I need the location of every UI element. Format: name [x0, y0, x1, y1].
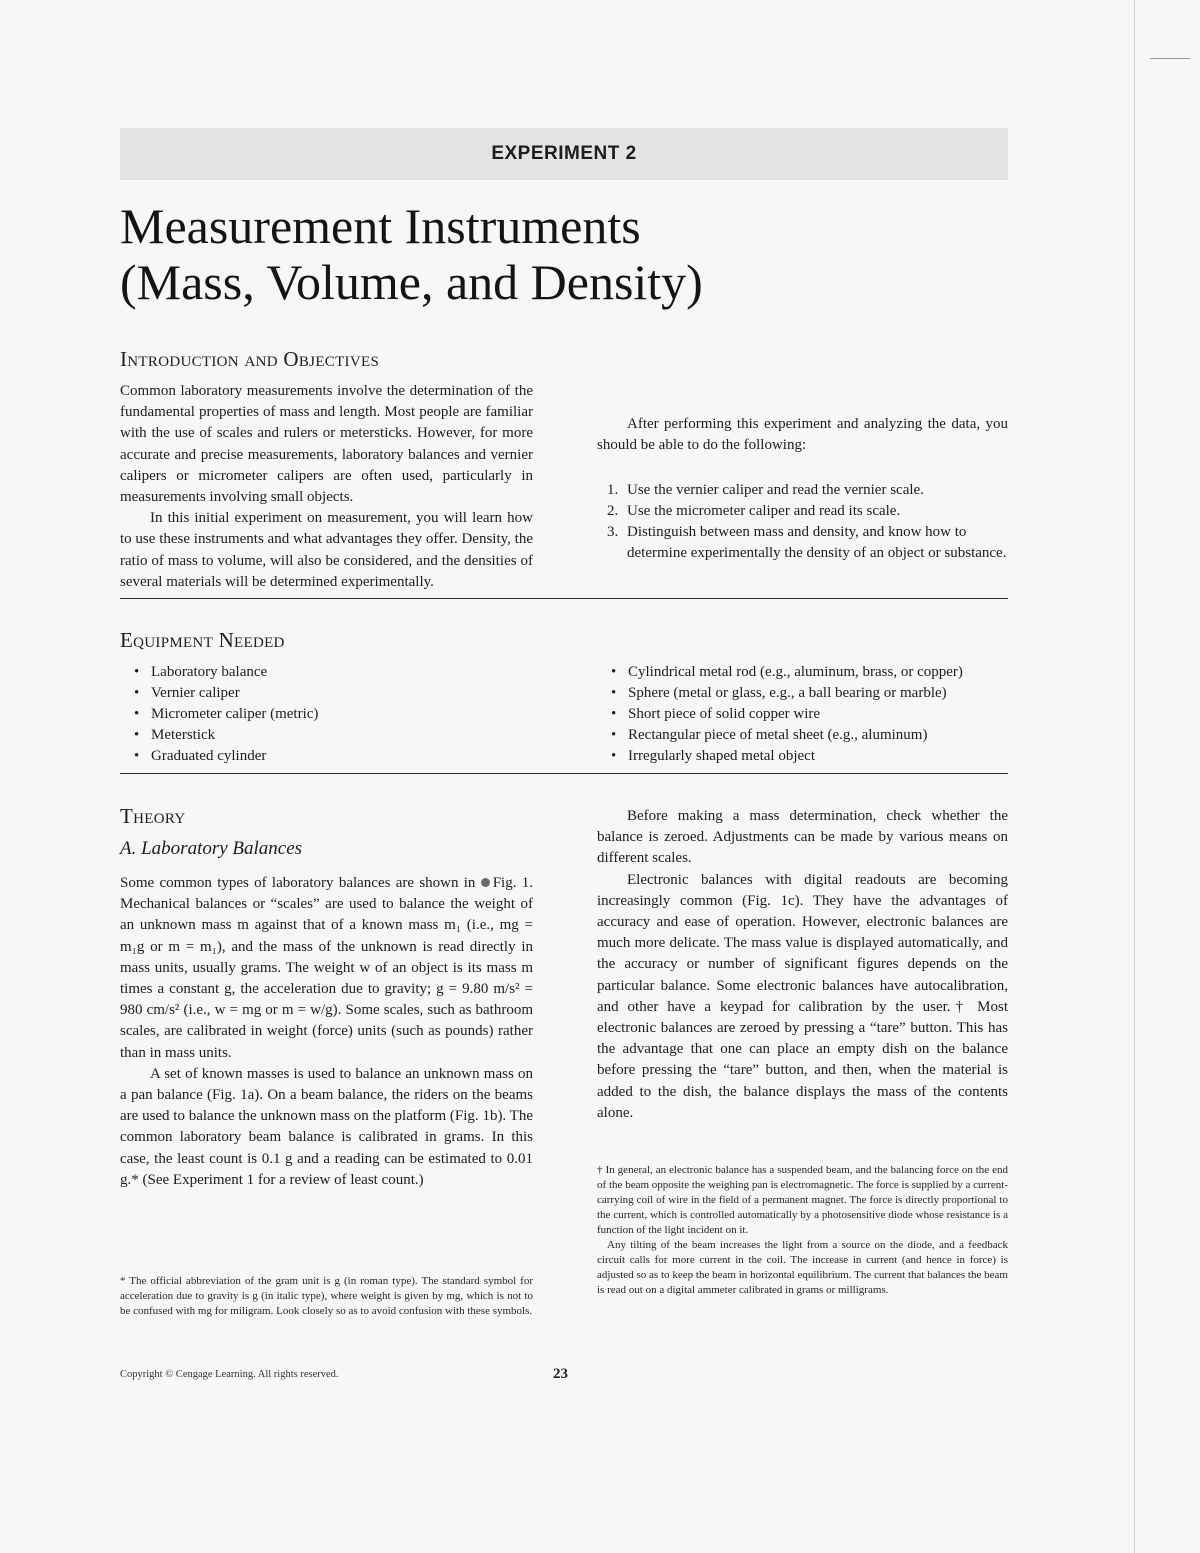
equipment-item: • Meterstick	[134, 727, 216, 743]
intro-paragraph-2: In this initial experiment on measurement, you will learn how to use these instruments and what advantages they offer. Density, the ratio of mass to volume, will also be considered, and the densities of several materials will be determined experimentally.	[120, 510, 533, 590]
intro-paragraph-3: After performing this experiment and analyzing the data, you should be able to do the following:	[597, 416, 1008, 454]
page-number: 23	[553, 1366, 568, 1382]
equipment-item: • Vernier caliper	[134, 685, 240, 701]
footnote-dagger	[597, 1163, 1008, 1298]
footnote-dagger-paragraph-1: † In general, an electronic balance has a suspended beam, and the balancing force on the end of the beam opposite the weighing pan is electromagnetic. The force is supplied by a current-carrying coil of wire in the field of a permanent magnet. The force is directly proportional to the current, which is controlled automatically by a photosensitive diode whose resistance is a function of the light incident on it.	[597, 1164, 1008, 1236]
footnote-dagger-paragraph-2: Any tilting of the beam increases the light from a source on the diode, and a feedback circuit calls for more current in the coil. The increase in current (and hence in force) is adjusted so as to keep the beam in horizontal equilibrium. The current that balances the beam is read out on a digital ammeter calibrated in grams or milligrams.	[597, 1239, 1008, 1296]
theory-heading: Theory	[120, 804, 186, 828]
theory-paragraph-4: Electronic balances with digital readouts are becoming increasingly common (Fig. 1c). They have the advantages of accuracy and ease of operation. However, electronic balances are much more delicate. The mass value is displayed automatically, and the accuracy or number of significant figures depends on the particular balance. Some electronic balances have autocalibration, and other have a keypad for calibration by the user.† Most electronic balances are zeroed by pressing a “tare” button. This has the advantage that one can place an empty dish on the balance before pressing the “tare” button, and then, when the material is added to the dish, the balance displays the mass of the contents alone.	[597, 871, 1008, 1121]
equipment-item: • Laboratory balance	[134, 664, 268, 680]
theory-left-column	[120, 873, 533, 1191]
theory-paragraph-1: Some common types of laboratory balances are shown in Fig. 1. Mechanical balances or “scales” are used to balance the weight of an unknown mass m against that of a known mass m₁ (i.e., mg = m₁g or m = m₁), and the mass of the unknown is read directly in mass units, usually grams. The weight w of an object is its mass m times a constant g, the acceleration due to gravity; g = 9.80 m/s² = 980 cm/s² (i.e., w = mg or m = w/g). Some scales, such as bathroom scales, are calibrated in weight (force) units (such as pounds) rather than in mass units.	[120, 875, 534, 1061]
equipment-item: • Cylindrical metal rod (e.g., aluminum, brass, or copper)	[611, 664, 963, 680]
equipment-item: • Graduated cylinder	[134, 748, 267, 764]
intro-left-column	[120, 381, 533, 593]
equipment-item: • Sphere (metal or glass, e.g., a ball bearing or marble)	[611, 685, 947, 701]
section-divider	[120, 773, 1008, 774]
equipment-item: • Micrometer caliper (metric)	[134, 706, 319, 722]
equipment-item: • Irregularly shaped metal object	[611, 748, 816, 764]
intro-heading: Introduction and Objectives	[120, 347, 380, 371]
title-line-2: (Mass, Volume, and Density)	[120, 254, 703, 310]
experiment-banner: EXPERIMENT 2	[120, 128, 1008, 180]
objective-item: 1. Use the vernier caliper and read the vernier scale.	[607, 482, 924, 499]
theory-right-column	[597, 806, 1008, 1124]
equipment-heading: Equipment Needed	[120, 628, 285, 652]
theory-paragraph-2: A set of known masses is used to balance an unknown mass on a pan balance (Fig. 1a). On a beam balance, the riders on the beams are used to balance the unknown mass on the platform (Fig. 1b). The common laboratory beam balance is calibrated in grams. In this case, the least count is 0.1 g and a reading can be estimated to 0.01 g.* (See Experiment 1 for a review of least count.)	[120, 1065, 533, 1188]
intro-right-column	[597, 372, 1008, 564]
equipment-list-right	[597, 662, 963, 767]
objective-item: 3. Distinguish between mass and density, and know how to determine experimentally the density of an object or substance.	[607, 524, 1007, 562]
page-title	[120, 198, 1020, 310]
objective-item: 2. Use the micrometer caliper and read its scale.	[607, 503, 901, 520]
equipment-item: • Short piece of solid copper wire	[611, 706, 821, 722]
footnote-star: * The official abbreviation of the gram unit is g (in roman type). The standard symbol for acceleration due to gravity is g (in italic type), where weight is given by mg, which is not to be confused with mg for miligram. Look closely so as to avoid confusion with these symbols.	[120, 1275, 533, 1317]
title-line-1: Measurement Instruments	[120, 198, 641, 254]
intro-paragraph-1: Common laboratory measurements involve the determination of the fundamental properties of mass and length. Most people are familiar with the use of scales and rulers or metersticks. However, for more accurate and precise measurements, laboratory balances and vernier calipers or micrometer calipers are often used, particularly in measurements involving small objects.	[120, 383, 533, 506]
theory-subheading: A. Laboratory Balances	[120, 838, 303, 859]
objectives-list	[597, 480, 1008, 564]
theory-paragraph-3: Before making a mass determination, check whether the balance is zeroed. Adjustments can be made by various means on different scales.	[597, 808, 1008, 867]
equipment-item: • Rectangular piece of metal sheet (e.g., aluminum)	[611, 727, 928, 743]
equipment-list-left	[120, 662, 318, 767]
copyright-notice: Copyright © Cengage Learning. All rights reserved.	[120, 1369, 339, 1380]
section-divider	[120, 598, 1008, 599]
scan-edge-line	[1134, 0, 1135, 1553]
scan-edge-mark	[1150, 58, 1190, 59]
figure-marker-icon	[481, 878, 490, 887]
